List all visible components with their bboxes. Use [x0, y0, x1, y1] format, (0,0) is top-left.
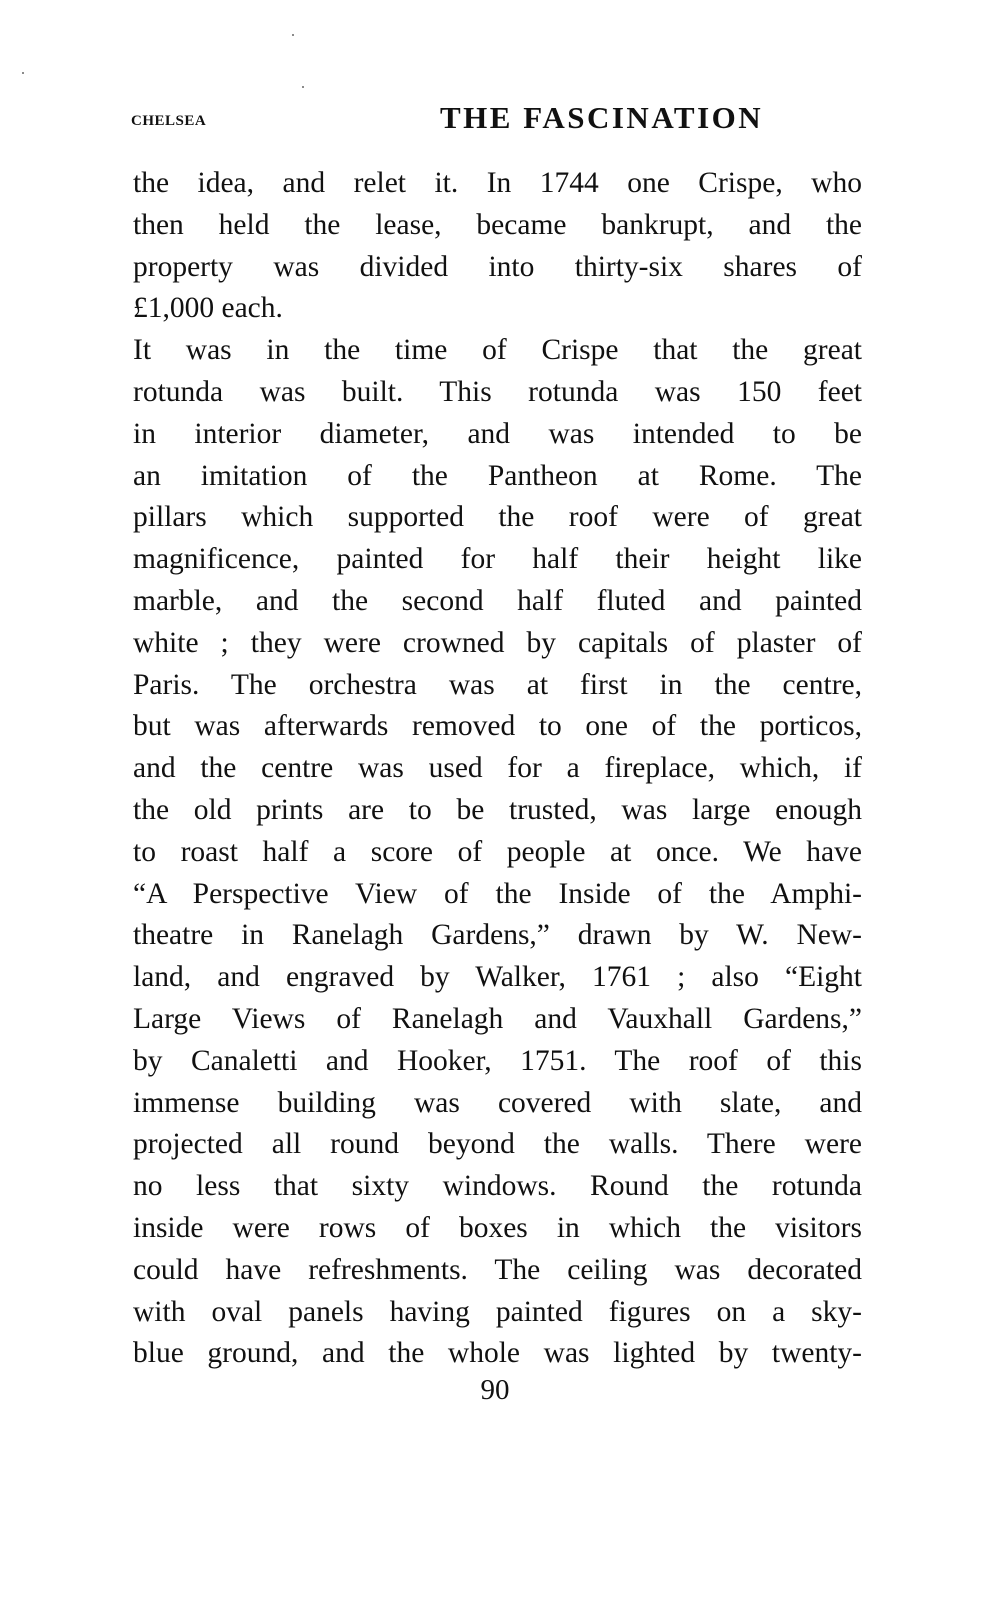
text-line: in interior diameter, and was intended to be	[133, 417, 862, 450]
text-line: theatre in Ranelagh Gardens,” drawn by W. New-	[133, 919, 862, 952]
text-line: projected all round beyond the walls. There were	[133, 1128, 862, 1161]
text-line: magnificence, painted for half their height like	[133, 543, 862, 576]
text-line: rotunda was built. This rotunda was 150 feet	[133, 375, 862, 408]
text-line: and the centre was used for a fireplace, which, if	[133, 752, 862, 785]
text-line: but was afterwards removed to one of the porticos,	[133, 710, 862, 743]
text-line: no less that sixty windows. Round the rotunda	[133, 1170, 862, 1203]
text-line: £1,000 each.	[133, 292, 283, 325]
text-line: immense building was covered with slate, and	[133, 1086, 862, 1119]
text-line: pillars which supported the roof were of great	[133, 501, 862, 534]
text-line: an imitation of the Pantheon at Rome. The	[133, 459, 862, 492]
text-line: to roast half a score of people at once. We have	[133, 835, 862, 868]
text-line: property was divided into thirty-six shares of	[133, 250, 862, 283]
text-line: marble, and the second half fluted and painted	[133, 584, 862, 617]
page-number: 90	[480, 1374, 510, 1406]
text-line: “A Perspective View of the Inside of the Amphi-	[133, 877, 862, 910]
text-line: Paris. The orchestra was at first in the centre,	[133, 668, 862, 701]
text-line: inside were rows of boxes in which the visitors	[133, 1211, 862, 1244]
scan-speck	[302, 86, 304, 88]
text-line: Large Views of Ranelagh and Vauxhall Gardens,”	[133, 1002, 862, 1035]
text-line: white ; they were crowned by capitals of plaster of	[133, 626, 862, 659]
text-line: with oval panels having painted figures on a sky-	[133, 1295, 862, 1328]
text-line: It was in the time of Crispe that the great	[133, 334, 862, 367]
scan-speck	[22, 72, 24, 74]
scan-speck	[292, 34, 294, 36]
text-line: land, and engraved by Walker, 1761 ; also “Eight	[133, 961, 862, 994]
running-header-left: CHELSEA	[131, 113, 207, 129]
text-line: blue ground, and the whole was lighted by twenty-	[133, 1337, 862, 1370]
text-line: could have refreshments. The ceiling was decorated	[133, 1253, 862, 1286]
text-line: the old prints are to be trusted, was large enough	[133, 793, 862, 826]
text-line: the idea, and relet it. In 1744 one Crispe, who	[133, 167, 862, 199]
body-text	[133, 163, 862, 1375]
text-line: then held the lease, became bankrupt, and the	[133, 208, 862, 241]
running-header-title: THE FASCINATION	[440, 100, 764, 135]
text-line: by Canaletti and Hooker, 1751. The roof of this	[133, 1044, 862, 1077]
